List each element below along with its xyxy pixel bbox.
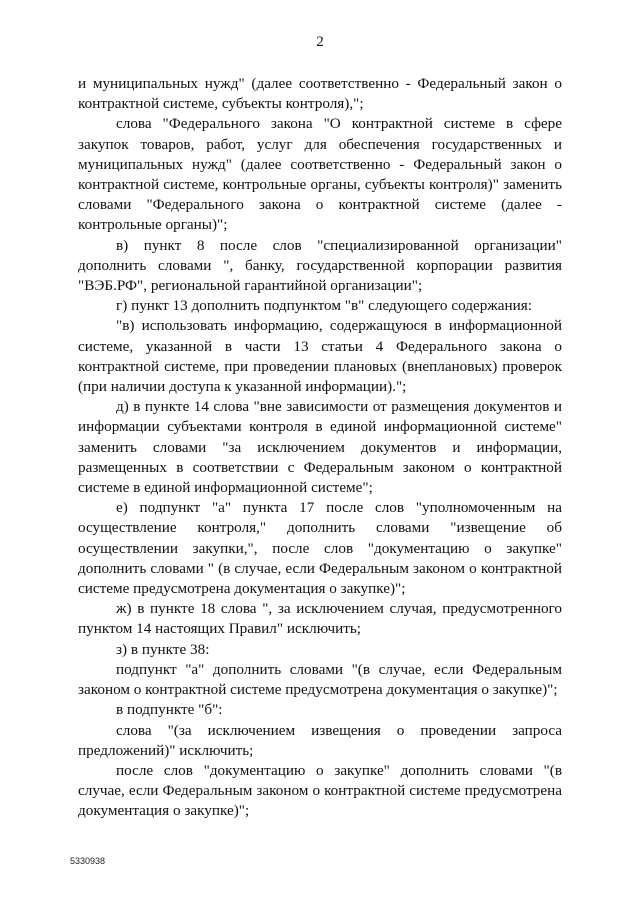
paragraph: после слов "документацию о закупке" дополнить словами "(в случае, если Федеральным законом о контрактной системе предусмотрена документация о закупке)"; bbox=[78, 761, 562, 820]
paragraph: в подпункте "б": bbox=[116, 701, 223, 719]
paragraph: в) пункт 8 после слов "специализированной организации" дополнить словами ", банку, государственной корпорации развития "ВЭБ.РФ", региональной гарантийной организации"; bbox=[78, 236, 562, 295]
paragraph: "в) использовать информацию, содержащуюся в информационной системе, указанной в части 13 статьи 4 Федерального закона о контрактной системе, при проведении плановых (внеплановых) проверок (при наличии доступа к указанной информации)."; bbox=[78, 317, 562, 396]
paragraph: д) в пункте 14 слова "вне зависимости от размещения документов и информации субъектами контроля в единой информационной системе" заменить словами "за исключением документов и информации, размещенных в соответствии с Федеральным законом о контрактной системе в единой информационной системе"; bbox=[78, 398, 562, 497]
page-number: 2 bbox=[316, 34, 324, 50]
paragraph: ж) в пункте 18 слова ", за исключением случая, предусмотренного пунктом 14 настоящих Правил" исключить; bbox=[78, 600, 562, 638]
paragraph: е) подпункт "а" пункта 17 после слов "уполномоченным на осуществление контроля," дополнить словами "извещение об осуществлении закупки,", после слов "документацию о закупке" дополнить словами " (в случае, если Федеральным законом о контрактной системе предусмотрена документация о закупке)"; bbox=[78, 499, 562, 598]
paragraph: г) пункт 13 дополнить подпунктом "в" следующего содержания: bbox=[116, 297, 532, 315]
paragraph: з) в пункте 38: bbox=[116, 640, 210, 658]
document-body bbox=[78, 74, 562, 822]
paragraph: подпункт "а" дополнить словами "(в случае, если Федеральным законом о контрактной системе предусмотрена документация о закупке)"; bbox=[78, 660, 562, 699]
paragraph: слова "Федерального закона "О контрактной системе в сфере закупок товаров, работ, услуг для обеспечения государственных и муниципальных нужд" (далее соответственно - Федеральный закон о контрактной системе, контрольные органы, субъекты контроля)" заменить словами "Федерального закона о контрактной системе (далее - контрольные органы)"; bbox=[78, 115, 562, 234]
document-id: 5330938 bbox=[70, 856, 106, 866]
paragraph: слова "(за исключением извещения о проведении запроса предложений)" исключить; bbox=[78, 721, 562, 759]
paragraph: и муниципальных нужд" (далее соответственно - Федеральный закон о контрактной системе, субъекты контроля),"; bbox=[78, 75, 562, 113]
